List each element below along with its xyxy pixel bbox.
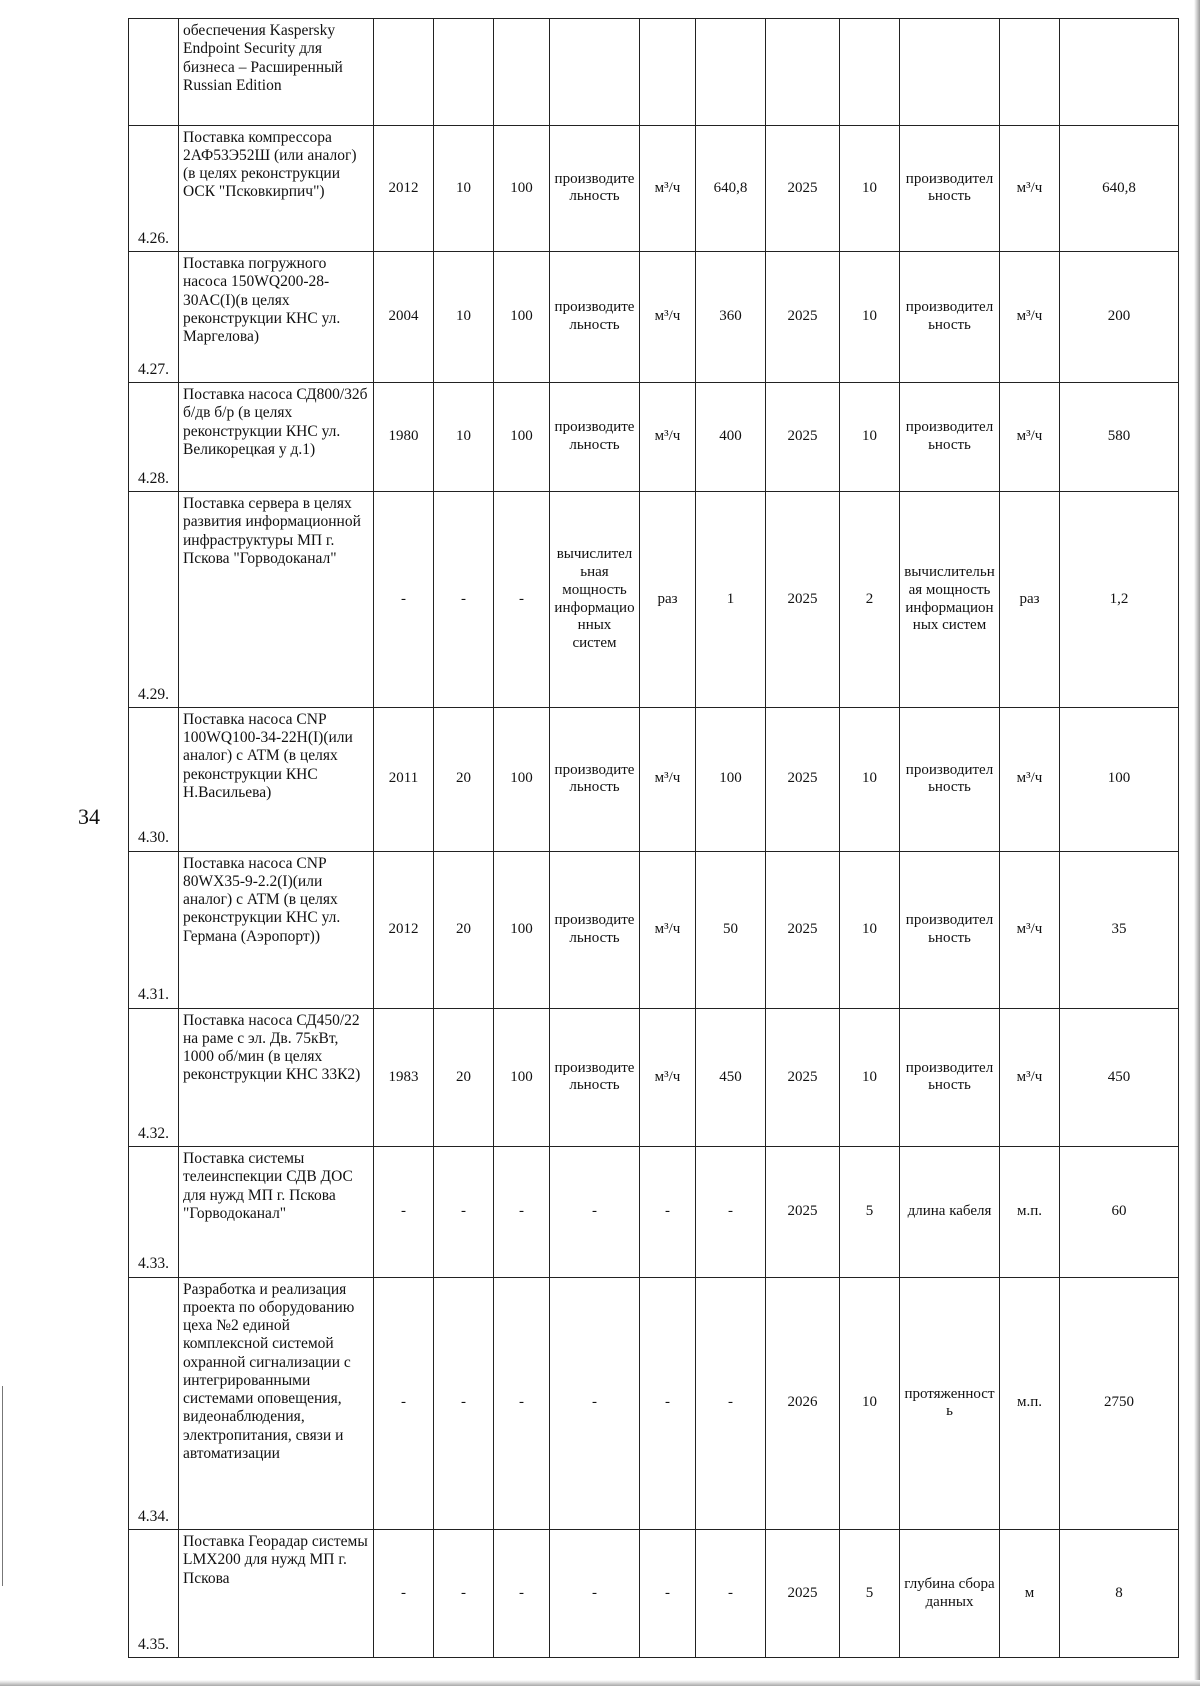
margin-line [2, 1386, 4, 1586]
cell-unit: м³/ч [640, 383, 696, 492]
cell-value: 100 [696, 707, 766, 851]
cell-unit: м³/ч [640, 125, 696, 251]
cell-value-3: 10 [840, 383, 900, 492]
cell-unit: м³/ч [640, 1008, 696, 1146]
table-row [129, 125, 1179, 251]
cell-name: Поставка компрессора 2АФ53Э52Ш (или аналог) (в целях реконструкции ОСК "Псковкирпич") [179, 125, 374, 251]
cell-year-plan: 2026 [766, 1277, 840, 1530]
cell-year-plan: 2025 [766, 851, 840, 1008]
cell-value-1: 10 [434, 125, 494, 251]
cell-parameter: - [550, 1277, 640, 1530]
cell-year-plan: 2025 [766, 1008, 840, 1146]
cell-year-built: 2004 [374, 252, 434, 383]
cell-value: - [696, 1277, 766, 1530]
cell-value-plan: 640,8 [1060, 125, 1179, 251]
cell-unit-plan: м³/ч [1000, 383, 1060, 492]
cell-parameter: производительность [550, 851, 640, 1008]
cell-unit: - [640, 1530, 696, 1658]
cell-value-3: 10 [840, 851, 900, 1008]
cell-unit-plan: м [1000, 1530, 1060, 1658]
cell-value-2: 100 [494, 383, 550, 492]
table-row [129, 383, 1179, 492]
cell-value-3: 5 [840, 1530, 900, 1658]
cell-value-2: 100 [494, 851, 550, 1008]
cell-year-plan: 2025 [766, 707, 840, 851]
cell-empty [550, 19, 640, 126]
cell-value: 640,8 [696, 125, 766, 251]
cell-unit-plan: раз [1000, 492, 1060, 708]
cell-value-plan: 35 [1060, 851, 1179, 1008]
table-row [129, 252, 1179, 383]
cell-empty [766, 19, 840, 126]
cell-value-2: - [494, 1277, 550, 1530]
cell-value: 450 [696, 1008, 766, 1146]
cell-value-1: 20 [434, 851, 494, 1008]
cell-value-plan: 2750 [1060, 1277, 1179, 1530]
cell-value-plan: 8 [1060, 1530, 1179, 1658]
cell-year-plan: 2025 [766, 125, 840, 251]
cell-value-2: - [494, 1147, 550, 1277]
cell-num [129, 19, 179, 126]
table-row [129, 1277, 1179, 1530]
cell-value: - [696, 1530, 766, 1658]
cell-parameter-plan: глубина сбора данных [900, 1530, 1000, 1658]
cell-unit: раз [640, 492, 696, 708]
cell-year-plan: 2025 [766, 1147, 840, 1277]
cell-name: Поставка системы телеинспекции СДВ ДОС для нужд МП г. Пскова "Горводоканал" [179, 1147, 374, 1277]
cell-parameter: производительность [550, 125, 640, 251]
cell-year-built: - [374, 492, 434, 708]
cell-value-1: - [434, 1147, 494, 1277]
cell-parameter-plan: производительность [900, 252, 1000, 383]
cell-parameter-plan: длина кабеля [900, 1147, 1000, 1277]
table-row [129, 707, 1179, 851]
cell-unit: - [640, 1277, 696, 1530]
cell-unit-plan: м³/ч [1000, 851, 1060, 1008]
cell-num: 4.33. [129, 1147, 179, 1277]
cell-value: - [696, 1147, 766, 1277]
cell-value: 50 [696, 851, 766, 1008]
cell-name: Поставка насоса CNP 80WX35-9-2.2(I)(или аналог) с АТМ (в целях реконструкции КНС ул. Германа (Аэропорт)) [179, 851, 374, 1008]
cell-unit-plan: м³/ч [1000, 252, 1060, 383]
cell-value-3: 10 [840, 707, 900, 851]
cell-num: 4.30. [129, 707, 179, 851]
cell-unit: - [640, 1147, 696, 1277]
table-row-continuation [129, 19, 1179, 126]
cell-name: Поставка сервера в целях развития информационной инфраструктуры МП г. Пскова "Горводоканал" [179, 492, 374, 708]
cell-value-2: 100 [494, 125, 550, 251]
page-number: 34 [78, 804, 100, 829]
cell-value-3: 10 [840, 1277, 900, 1530]
cell-value-2: 100 [494, 707, 550, 851]
cell-name: Поставка погружного насоса 150WQ200-28-30AC(I)(в целях реконструкции КНС ул. Маргелова) [179, 252, 374, 383]
cell-year-built: 2012 [374, 851, 434, 1008]
cell-parameter-plan: производительность [900, 1008, 1000, 1146]
cell-parameter: вычислительная мощность информационных систем [550, 492, 640, 708]
cell-value-1: - [434, 1277, 494, 1530]
cell-value-3: 10 [840, 125, 900, 251]
table-row [129, 851, 1179, 1008]
cell-unit-plan: м³/ч [1000, 1008, 1060, 1146]
cell-parameter: производительность [550, 383, 640, 492]
cell-value-plan: 450 [1060, 1008, 1179, 1146]
scan-edge-right [1194, 0, 1200, 1686]
cell-num: 4.31. [129, 851, 179, 1008]
cell-unit-plan: м.п. [1000, 1147, 1060, 1277]
cell-value-3: 2 [840, 492, 900, 708]
scan-edge-bottom [0, 1680, 1200, 1686]
cell-parameter: производительность [550, 252, 640, 383]
cell-year-built: 2012 [374, 125, 434, 251]
cell-value-1: 10 [434, 383, 494, 492]
cell-num: 4.26. [129, 125, 179, 251]
cell-year-plan: 2025 [766, 383, 840, 492]
cell-unit-plan: м.п. [1000, 1277, 1060, 1530]
cell-year-plan: 2025 [766, 252, 840, 383]
cell-name: Поставка насоса СД800/32б б/дв б/р (в целях реконструкции КНС ул. Великорецкая у д.1) [179, 383, 374, 492]
cell-parameter: - [550, 1530, 640, 1658]
cell-value-plan: 1,2 [1060, 492, 1179, 708]
investment-program-table [128, 18, 1178, 1658]
cell-value-3: 10 [840, 252, 900, 383]
cell-value-2: 100 [494, 1008, 550, 1146]
table-row [129, 1530, 1179, 1658]
cell-value: 1 [696, 492, 766, 708]
cell-year-built: 1983 [374, 1008, 434, 1146]
cell-unit: м³/ч [640, 851, 696, 1008]
cell-empty [1060, 19, 1179, 126]
cell-value: 360 [696, 252, 766, 383]
cell-value-3: 10 [840, 1008, 900, 1146]
cell-value-1: 20 [434, 707, 494, 851]
cell-year-built: - [374, 1530, 434, 1658]
cell-name: Поставка Георадар системы LMX200 для нужд МП г. Пскова [179, 1530, 374, 1658]
cell-num: 4.27. [129, 252, 179, 383]
cell-parameter-plan: производительность [900, 707, 1000, 851]
cell-parameter-plan: производительность [900, 125, 1000, 251]
cell-unit: м³/ч [640, 707, 696, 851]
cell-num: 4.34. [129, 1277, 179, 1530]
cell-year-built: 2011 [374, 707, 434, 851]
cell-year-built: 1980 [374, 383, 434, 492]
cell-year-built: - [374, 1147, 434, 1277]
cell-empty [1000, 19, 1060, 126]
cell-empty [494, 19, 550, 126]
cell-value-plan: 200 [1060, 252, 1179, 383]
cell-empty [374, 19, 434, 126]
cell-value-1: - [434, 492, 494, 708]
cell-empty [434, 19, 494, 126]
cell-num: 4.32. [129, 1008, 179, 1146]
cell-num: 4.28. [129, 383, 179, 492]
table-row [129, 1008, 1179, 1146]
cell-num: 4.29. [129, 492, 179, 708]
cell-name: обеспечения Kaspersky Endpoint Security для бизнеса – Расширенный Russian Edition [179, 19, 374, 126]
cell-parameter-plan: производительность [900, 383, 1000, 492]
cell-unit-plan: м³/ч [1000, 125, 1060, 251]
cell-value-2: 100 [494, 252, 550, 383]
table-row [129, 492, 1179, 708]
cell-empty [640, 19, 696, 126]
cell-value-plan: 60 [1060, 1147, 1179, 1277]
cell-unit-plan: м³/ч [1000, 707, 1060, 851]
cell-name: Поставка насоса СД450/22 на раме с эл. Дв. 75кВт, 1000 об/мин (в целях реконструкции КНС 33К2) [179, 1008, 374, 1146]
cell-parameter-plan: производительность [900, 851, 1000, 1008]
cell-value-1: 10 [434, 252, 494, 383]
cell-parameter: - [550, 1147, 640, 1277]
cell-value-plan: 580 [1060, 383, 1179, 492]
cell-num: 4.35. [129, 1530, 179, 1658]
cell-year-plan: 2025 [766, 1530, 840, 1658]
cell-unit: м³/ч [640, 252, 696, 383]
cell-value-1: - [434, 1530, 494, 1658]
cell-value-plan: 100 [1060, 707, 1179, 851]
cell-parameter-plan: протяженность [900, 1277, 1000, 1530]
cell-value-2: - [494, 1530, 550, 1658]
cell-parameter: производительность [550, 1008, 640, 1146]
cell-year-built: - [374, 1277, 434, 1530]
cell-parameter-plan: вычислительная мощность информационных систем [900, 492, 1000, 708]
cell-value-1: 20 [434, 1008, 494, 1146]
table-row [129, 1147, 1179, 1277]
cell-value: 400 [696, 383, 766, 492]
cell-year-plan: 2025 [766, 492, 840, 708]
cell-parameter: производительность [550, 707, 640, 851]
cell-name: Поставка насоса CNP 100WQ100-34-22H(I)(или аналог) с АТМ (в целях реконструкции КНС Н.Васильева) [179, 707, 374, 851]
cell-empty [900, 19, 1000, 126]
cell-empty [696, 19, 766, 126]
cell-value-3: 5 [840, 1147, 900, 1277]
cell-value-2: - [494, 492, 550, 708]
cell-name: Разработка и реализация проекта по оборудованию цеха №2 единой комплексной системой охранной сигнализации с интегрированными системами оповещения, видеонаблюдения, электропитания, связи и автоматизации [179, 1277, 374, 1530]
cell-empty [840, 19, 900, 126]
